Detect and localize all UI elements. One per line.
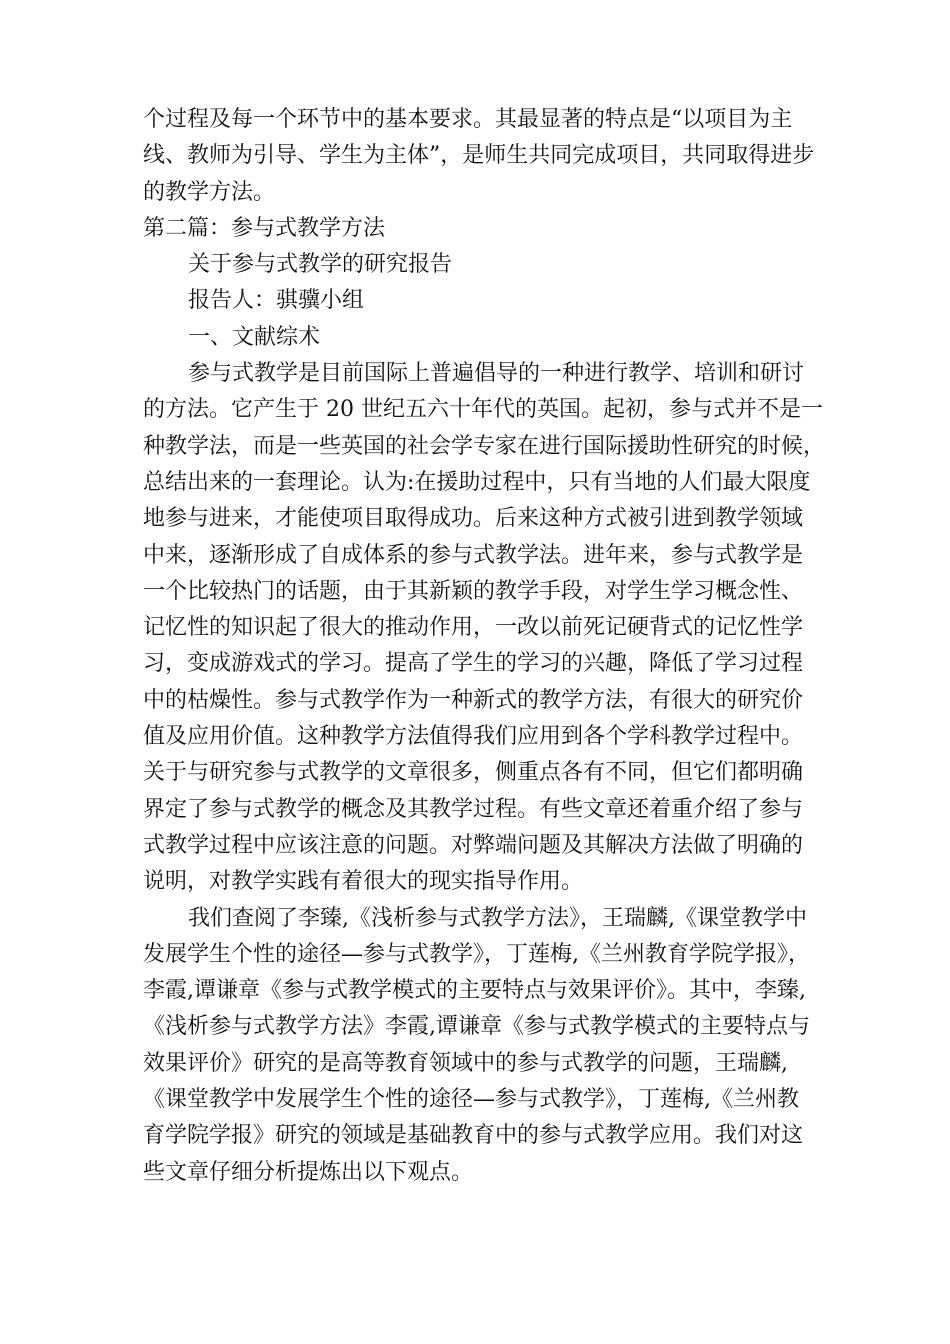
- text-line: 种教学法，而是一些英国的社会学专家在进行国际援助性研究的时候，: [143, 433, 826, 459]
- text-line: 值及应用价值。这种教学方法值得我们应用到各个学科教学过程中。: [143, 724, 804, 750]
- section-heading: 一、文献综术: [188, 324, 321, 350]
- text-line: 记忆性的知识起了很大的推动作用，一改以前死记硬背式的记忆性学: [143, 615, 804, 641]
- text-line: 李霞,谭谦章《参与式教学模式的主要特点与效果评价》。其中，李臻,: [143, 978, 806, 1004]
- text-line: 我们查阅了李臻,《浅析参与式教学方法》，王瑞麟,《课堂教学中: [188, 905, 807, 931]
- reporter-line: 报告人：骐骥小组: [188, 288, 365, 314]
- text-line: 些文章仔细分析提炼出以下观点。: [143, 1159, 474, 1185]
- references-paragraph: [143, 901, 813, 1191]
- text-line: 的教学方法。: [143, 179, 276, 205]
- report-title: 关于参与式教学的研究报告: [188, 252, 453, 278]
- text-line: 中来，逐渐形成了自成体系的参与式教学法。进年来，参与式教学是: [143, 542, 804, 568]
- text-line: 中的枯燥性。参与式教学作为一种新式的教学方法，有很大的研究价: [143, 687, 804, 713]
- chapter-heading: 第二篇：参与式教学方法: [143, 215, 386, 241]
- text-line: 总结出来的一套理论。认为:在援助过程中，只有当地的人们最大限度: [143, 469, 811, 495]
- text-line: 界定了参与式教学的概念及其教学过程。有些文章还着重介绍了参与: [143, 796, 804, 822]
- text-line: 《浅析参与式教学方法》李霞,谭谦章《参与式教学模式的主要特点与: [143, 1014, 810, 1040]
- text-line: 地参与进来，才能使项目取得成功。后来这种方式被引进到教学领域: [143, 506, 804, 532]
- text-line: 说明，对教学实践有着很大的现实指导作用。: [143, 869, 584, 895]
- document-page: [143, 0, 826, 1191]
- text-line: 发展学生个性的途径—参与式教学》，丁莲梅,《兰州教育学院学报》，: [143, 941, 810, 967]
- text-line: 《课堂教学中发展学生个性的途径—参与式教学》，丁莲梅,《兰州教: [143, 1087, 799, 1113]
- text-line: 关于与研究参与式教学的文章很多，侧重点各有不同，但它们都明确: [143, 760, 804, 786]
- text-line: 线、教师为引导、学生为主体”，是师生共同完成项目，共同取得进步: [143, 143, 815, 169]
- continuation-paragraph: [143, 102, 813, 211]
- text-line: 习，变成游戏式的学习。提高了学生的学习的兴趣，降低了学习过程: [143, 651, 804, 677]
- text-line: 参与式教学是目前国际上普遍倡导的一种进行教学、培训和研讨: [188, 361, 805, 387]
- top-margin: [143, 0, 813, 102]
- text-line: 一个比较热门的话题，由于其新颖的教学手段，对学生学习概念性、: [143, 578, 804, 604]
- text-line: 育学院学报》研究的领域是基础教育中的参与式教学应用。我们对这: [143, 1123, 804, 1149]
- text-line: 式教学过程中应该注意的问题。对弊端问题及其解决方法做了明确的: [143, 832, 804, 858]
- literature-review-paragraph: [143, 356, 826, 900]
- text-line: 效果评价》研究的是高等教育领域中的参与式教学的问题，王瑞麟,: [143, 1050, 788, 1076]
- text-line: 的方法。它产生于 20 世纪五六十年代的英国。起初，参与式并不是一: [143, 397, 823, 423]
- text-line: 个过程及每一个环节中的基本要求。其最显著的特点是“以项目为主: [143, 107, 793, 132]
